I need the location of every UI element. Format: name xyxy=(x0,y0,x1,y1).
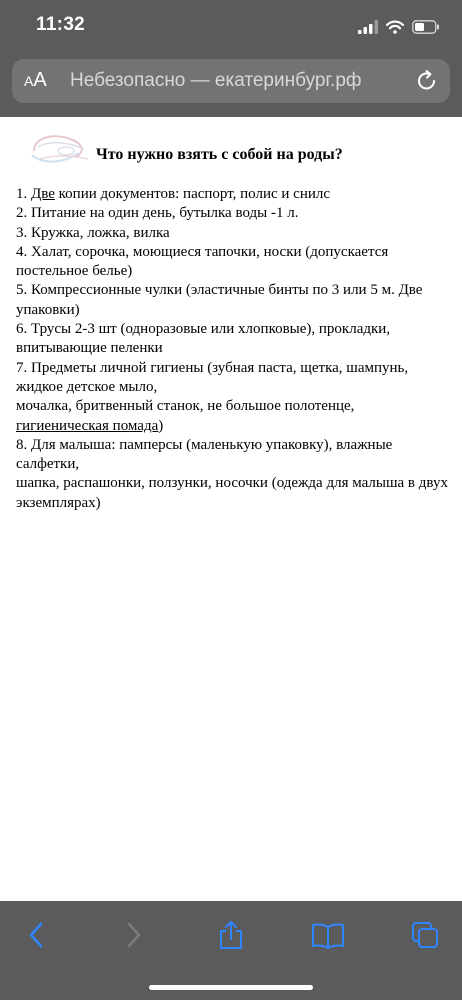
item-number: 1. xyxy=(16,186,31,202)
item-text: ) xyxy=(158,417,164,434)
forward-button[interactable] xyxy=(117,918,151,952)
link-dve[interactable]: Две xyxy=(31,186,55,202)
wifi-icon xyxy=(386,20,404,34)
bookmarks-button[interactable] xyxy=(311,918,345,952)
address-bar[interactable] xyxy=(12,59,450,103)
reload-button[interactable] xyxy=(414,68,440,94)
site-logo xyxy=(26,129,92,171)
chevron-left-icon xyxy=(26,921,46,949)
list-item: 5. Компрессионные чулки (эластичные бинты по 3 или 5 м. Две упаковки) xyxy=(16,282,423,318)
browser-top-bar xyxy=(0,0,462,117)
list-item: 8. Для малыша: памперсы (маленькую упаковку), влажные салфетки, xyxy=(16,436,393,473)
list-item: 3. Кружка, ложка, вилка xyxy=(16,224,170,241)
back-button[interactable] xyxy=(19,918,53,952)
reload-icon xyxy=(414,68,440,94)
status-icons xyxy=(358,18,440,36)
status-time: 11:32 xyxy=(36,14,86,35)
item-text: копии документов: паспорт, полис и снилс xyxy=(54,186,331,202)
status-bar xyxy=(0,0,462,54)
book-icon xyxy=(311,921,345,949)
cellular-signal-icon xyxy=(358,20,378,34)
url-text[interactable]: Небезопасно — екатеринбург.рф xyxy=(70,70,362,91)
list-item xyxy=(16,185,452,204)
tabs-icon xyxy=(410,920,440,950)
tabs-button[interactable] xyxy=(408,918,442,952)
checklist xyxy=(16,185,452,513)
list-item-continued: мочалка, бритвенный станок, не большое полотенце, xyxy=(16,398,355,415)
battery-icon xyxy=(412,20,440,34)
list-item: 6. Трусы 2-3 шт (одноразовые или хлопковые), прокладки, впитывающие пеленки xyxy=(16,321,391,357)
aa-big-letter: A xyxy=(33,69,47,91)
page-title: Что нужно взять с собой на роды? xyxy=(96,146,343,163)
list-item-continued xyxy=(16,417,452,436)
link-hygienic-lipstick[interactable]: гигиеническая помада xyxy=(16,417,159,434)
browser-bottom-toolbar xyxy=(0,901,462,1000)
chevron-right-icon xyxy=(124,921,144,949)
web-page xyxy=(0,117,462,901)
share-button[interactable] xyxy=(214,918,248,952)
aa-small-letter: A xyxy=(24,73,34,89)
list-item-continued: шапка, распашонки, ползунки, носочки (одежда для малыша в двух экземплярах) xyxy=(16,475,448,511)
list-item: 2. Питание на один день, бутылка воды -1 л. xyxy=(16,205,299,222)
home-indicator xyxy=(149,985,313,990)
list-item: 7. Предметы личной гигиены (зубная паста, щетка, шампунь, жидкое детское мыло, xyxy=(16,359,409,395)
share-icon xyxy=(217,919,245,951)
list-item: 4. Халат, сорочка, моющиеся тапочки, носки (допускается постельное белье) xyxy=(16,243,389,280)
reader-text-size-button[interactable] xyxy=(24,69,47,92)
